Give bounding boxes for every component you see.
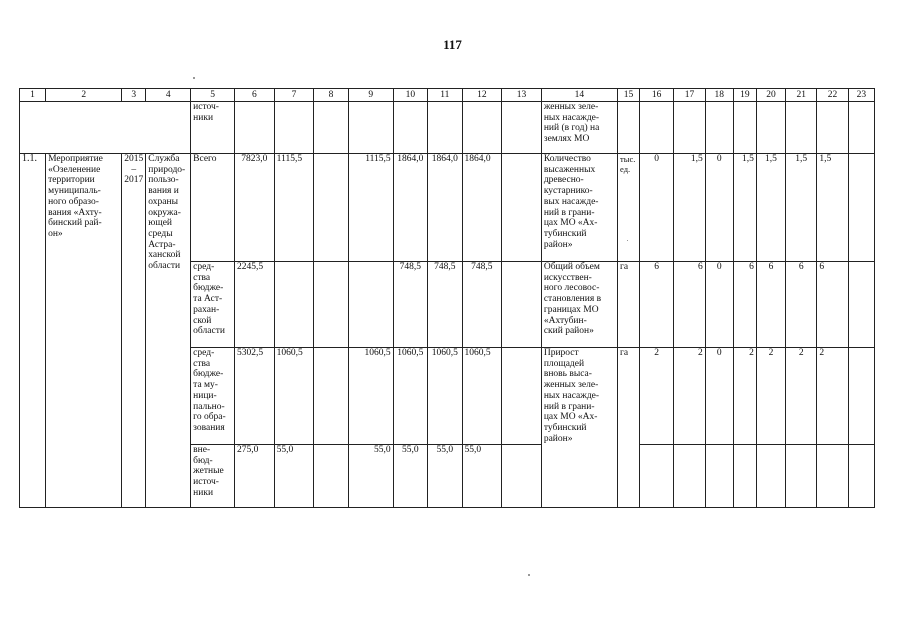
- indicator-value: 0: [705, 348, 733, 445]
- indicator-value: 2: [786, 348, 817, 445]
- indicator-value: 1,5: [786, 154, 817, 262]
- indicator-value: 1,5: [733, 154, 756, 262]
- unit-cell: га: [618, 262, 640, 348]
- indicator-value: [848, 154, 874, 262]
- empty-cell: [848, 102, 874, 154]
- indicator-value: [848, 262, 874, 348]
- indicator-name-cell: Количество высаженных древесно- кустарнико- вых насажде- ний в грани- цах МО «Ах- тубинский район»: [541, 154, 617, 262]
- empty-cell: [733, 445, 756, 508]
- col-header: 20: [756, 89, 785, 102]
- value-cell: 1864,0: [393, 154, 427, 262]
- column-number-row: [20, 89, 875, 102]
- col-header: 14: [541, 89, 617, 102]
- col-header: 17: [674, 89, 705, 102]
- col-header: 19: [733, 89, 756, 102]
- table-row: [20, 154, 875, 262]
- value-cell: [314, 262, 348, 348]
- value-cell: [314, 445, 348, 508]
- item-years: 2015 – 2017: [122, 154, 146, 508]
- indicator-name-cell: Прирост площадей вновь выса- женных зеле- ных насажде- ний в грани- цах МО «Ах- тубинский район»: [541, 348, 617, 508]
- col-header: 11: [428, 89, 462, 102]
- value-cell: 7823,0: [235, 154, 275, 262]
- indicator-value: 6: [786, 262, 817, 348]
- value-cell: [502, 445, 542, 508]
- continuation-row: [20, 102, 875, 154]
- item-number: 1.1.: [20, 154, 46, 508]
- indicator-value: 6: [674, 262, 705, 348]
- col-header: 8: [314, 89, 348, 102]
- empty-cell: [618, 102, 640, 154]
- value-cell: 55,0: [393, 445, 427, 508]
- empty-cell: [756, 445, 785, 508]
- value-cell: 1115,5: [348, 154, 393, 262]
- empty-cell: [428, 102, 462, 154]
- value-cell: 1864,0: [462, 154, 502, 262]
- empty-cell: [733, 102, 756, 154]
- indicator-value: 6: [733, 262, 756, 348]
- source-cell: вне- бюд- жетные источ- ники: [191, 445, 235, 508]
- empty-cell: [705, 102, 733, 154]
- empty-cell: [462, 102, 502, 154]
- col-header: 1: [20, 89, 46, 102]
- col-header: 22: [817, 89, 848, 102]
- indicator-value: 1,5: [674, 154, 705, 262]
- col-header: 3: [122, 89, 146, 102]
- value-cell: 5302,5: [235, 348, 275, 445]
- empty-cell: [705, 445, 733, 508]
- empty-cell: [674, 102, 705, 154]
- empty-cell: [817, 445, 848, 508]
- item-executor: Служба природо- пользо- вания и охраны окружа- ющей среды Астра- ханской области: [146, 154, 191, 508]
- indicator-value: 2: [817, 348, 848, 445]
- empty-cell: [756, 102, 785, 154]
- empty-cell: [20, 102, 191, 154]
- value-cell: 748,5: [393, 262, 427, 348]
- col-header: 15: [618, 89, 640, 102]
- indicator-value: 6: [756, 262, 785, 348]
- col-header: 5: [191, 89, 235, 102]
- value-cell: 55,0: [428, 445, 462, 508]
- indicator-value: 2: [733, 348, 756, 445]
- value-cell: [314, 348, 348, 445]
- value-cell: [274, 262, 314, 348]
- source-cell: источ- ники: [191, 102, 235, 154]
- scan-speck: [193, 77, 195, 79]
- value-cell: 1060,5: [393, 348, 427, 445]
- value-cell: 55,0: [274, 445, 314, 508]
- value-cell: [348, 262, 393, 348]
- indicator-name-cell: Общий объем искусствен- ного лесовос- становления в границах МО «Ахтубин- ский район»: [541, 262, 617, 348]
- indicator-value: 1,5: [817, 154, 848, 262]
- indicator-value: [848, 348, 874, 445]
- col-header: 12: [462, 89, 502, 102]
- col-header: 6: [235, 89, 275, 102]
- source-cell: сред- ства бюдже- та Аст- рахан- ской области: [191, 262, 235, 348]
- col-header: 18: [705, 89, 733, 102]
- empty-cell: [639, 102, 673, 154]
- empty-cell: [786, 445, 817, 508]
- value-cell: 275,0: [235, 445, 275, 508]
- source-cell: Всего: [191, 154, 235, 262]
- empty-cell: [235, 102, 275, 154]
- scan-speck: [528, 574, 530, 576]
- value-cell: 748,5: [428, 262, 462, 348]
- value-cell: 55,0: [348, 445, 393, 508]
- indicator-value: 6: [817, 262, 848, 348]
- unit-cell: га: [618, 348, 640, 508]
- indicator-value: 2: [756, 348, 785, 445]
- empty-cell: [314, 102, 348, 154]
- empty-cell: [639, 445, 673, 508]
- value-cell: 1060,5: [348, 348, 393, 445]
- col-header: 4: [146, 89, 191, 102]
- col-header: 7: [274, 89, 314, 102]
- indicator-value: 1,5: [756, 154, 785, 262]
- col-header: 9: [348, 89, 393, 102]
- empty-cell: [393, 102, 427, 154]
- unit-cell: тыс. ед.: [618, 154, 640, 262]
- indicator-value: 0: [705, 154, 733, 262]
- indicator-value: 0: [639, 154, 673, 262]
- page-number: 117: [443, 37, 462, 52]
- indicator-value: 0: [705, 262, 733, 348]
- col-header: 21: [786, 89, 817, 102]
- empty-cell: [848, 445, 874, 508]
- empty-cell: [674, 445, 705, 508]
- value-cell: [502, 348, 542, 445]
- value-cell: [502, 262, 542, 348]
- empty-cell: [502, 102, 542, 154]
- indicator-name-cell: женных зеле- ных насажде- ний (в год) на землях МО: [541, 102, 617, 154]
- empty-cell: [348, 102, 393, 154]
- col-header: 2: [46, 89, 122, 102]
- value-cell: 1060,5: [274, 348, 314, 445]
- value-cell: 55,0: [462, 445, 502, 508]
- value-cell: 1115,5: [274, 154, 314, 262]
- col-header: 10: [393, 89, 427, 102]
- indicator-value: 2: [674, 348, 705, 445]
- value-cell: [502, 154, 542, 262]
- item-name: Мероприятие «Озеленение территории муниципаль- ного образо- вания «Ахту- бинский рай- он»: [46, 154, 122, 508]
- empty-cell: [817, 102, 848, 154]
- empty-cell: [786, 102, 817, 154]
- value-cell: 1060,5: [428, 348, 462, 445]
- value-cell: 748,5: [462, 262, 502, 348]
- value-cell: 1060,5: [462, 348, 502, 445]
- col-header: 23: [848, 89, 874, 102]
- value-cell: 1864,0: [428, 154, 462, 262]
- col-header: 13: [502, 89, 542, 102]
- value-cell: 2245,5: [235, 262, 275, 348]
- col-header: 16: [639, 89, 673, 102]
- program-table: [19, 88, 875, 508]
- source-cell: сред- ства бюдже- та му- ници- пально- го обра- зования: [191, 348, 235, 445]
- indicator-value: 2: [639, 348, 673, 445]
- empty-cell: [274, 102, 314, 154]
- indicator-value: 6: [639, 262, 673, 348]
- value-cell: [314, 154, 348, 262]
